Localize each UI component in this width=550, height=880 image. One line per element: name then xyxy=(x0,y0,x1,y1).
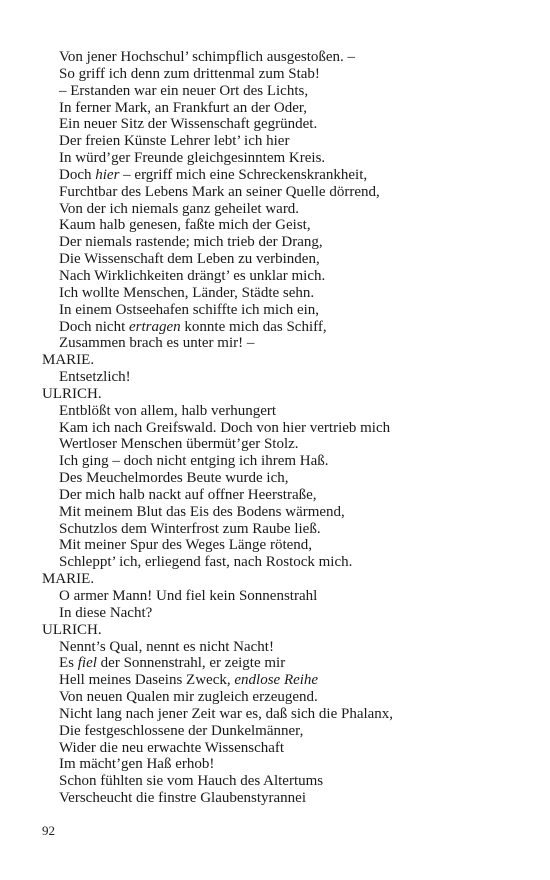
line-text: ULRICH. xyxy=(42,385,102,402)
verse-line xyxy=(42,150,512,167)
line-text: In ferner Mark, an Frankfurt an der Oder, xyxy=(59,99,308,116)
speaker-name xyxy=(42,622,512,639)
verse-line xyxy=(42,470,512,487)
line-text: In einem Ostseehafen schiffte ich mich ein, xyxy=(59,301,320,318)
verse-line xyxy=(42,554,512,571)
line-text: So griff ich denn zum drittenmal zum Stab! xyxy=(59,65,320,82)
line-text: Die festgeschlossene der Dunkelmänner, xyxy=(59,722,304,739)
speaker-name xyxy=(42,352,512,369)
line-text: Schon fühlten sie vom Hauch des Altertums xyxy=(59,773,324,790)
verse-line xyxy=(42,504,512,521)
line-text: Zusammen brach es unter mir! – xyxy=(59,335,255,352)
verse-line xyxy=(42,167,512,184)
line-text: der Sonnenstrahl, er zeigte mir xyxy=(96,655,286,672)
verse-line xyxy=(42,723,512,740)
line-text: MARIE. xyxy=(42,571,95,588)
verse-line xyxy=(42,83,512,100)
verse-line xyxy=(42,184,512,201)
verse-line xyxy=(42,487,512,504)
verse-line xyxy=(42,369,512,386)
line-text: konnte mich das Schiff, xyxy=(180,318,327,335)
line-text: Der freien Künste Lehrer lebt’ ich hier xyxy=(59,133,290,150)
emphasis-text: ertragen xyxy=(128,318,181,335)
line-text: Die Wissenschaft dem Leben zu verbinden, xyxy=(59,251,320,268)
line-text: Nicht lang nach jener Zeit war es, daß sich die Phalanx, xyxy=(59,705,394,722)
line-text: Wertloser Menschen übermüt’ger Stolz. xyxy=(59,436,299,453)
speaker-name xyxy=(42,386,512,403)
line-text: – ergriff mich eine Schreckenskrankheit, xyxy=(119,166,368,183)
verse-line xyxy=(42,234,512,251)
verse-line xyxy=(42,521,512,538)
line-text: Kam ich nach Greifswald. Doch von hier vertrieb mich xyxy=(59,419,391,436)
speaker-name xyxy=(42,571,512,588)
poem-text xyxy=(42,49,512,807)
line-text: Schleppt’ ich, erliegend fast, nach Rostock mich. xyxy=(59,554,353,571)
verse-line xyxy=(42,756,512,773)
line-text: Es xyxy=(59,655,78,672)
verse-line xyxy=(42,116,512,133)
line-text: MARIE. xyxy=(42,352,95,369)
line-text: Doch nicht xyxy=(59,318,129,335)
line-text: Nennt’s Qual, nennt es nicht Nacht! xyxy=(59,638,274,655)
emphasis-text: hier xyxy=(95,166,120,183)
line-text: Hell meines Daseins Zweck, xyxy=(59,672,235,689)
verse-line xyxy=(42,66,512,83)
line-text: Nach Wirklichkeiten drängt’ es unklar mich. xyxy=(59,267,326,284)
verse-line xyxy=(42,285,512,302)
line-text: Von der ich niemals ganz geheilet ward. xyxy=(59,200,300,217)
verse-line xyxy=(42,251,512,268)
page-number: 92 xyxy=(42,823,55,838)
line-text: ULRICH. xyxy=(42,621,102,638)
line-text: Kaum halb genesen, faßte mich der Geist, xyxy=(59,217,311,234)
line-text: Verscheucht die finstre Glaubenstyrannei xyxy=(59,790,306,807)
verse-line xyxy=(42,672,512,689)
verse-line xyxy=(42,436,512,453)
line-text: In diese Nacht? xyxy=(59,604,153,621)
line-text: Furchtbar des Lebens Mark an seiner Quelle dörrend, xyxy=(59,183,380,200)
emphasis-text: endlose Reihe xyxy=(234,672,319,689)
verse-line xyxy=(42,133,512,150)
verse-line xyxy=(42,639,512,656)
line-text: Ein neuer Sitz der Wissenschaft gegründet. xyxy=(59,116,318,133)
verse-line xyxy=(42,537,512,554)
emphasis-text: fiel xyxy=(77,655,97,672)
verse-line xyxy=(42,453,512,470)
verse-line xyxy=(42,655,512,672)
verse-line xyxy=(42,49,512,66)
line-text: Doch xyxy=(59,166,96,183)
verse-line xyxy=(42,100,512,117)
line-text: Schutzlos dem Winterfrost zum Raube ließ. xyxy=(59,520,321,537)
line-text: Entblößt von allem, halb verhungert xyxy=(59,402,277,419)
line-text: Mit meiner Spur des Weges Länge rötend, xyxy=(59,537,313,554)
verse-line xyxy=(42,706,512,723)
verse-line xyxy=(42,420,512,437)
line-text: O armer Mann! Und fiel kein Sonnenstrahl xyxy=(59,588,318,604)
verse-line xyxy=(42,790,512,807)
verse-line xyxy=(42,689,512,706)
verse-line xyxy=(42,217,512,234)
line-text: Mit meinem Blut das Eis des Bodens wärmend, xyxy=(59,503,345,520)
verse-line xyxy=(42,268,512,285)
verse-line xyxy=(42,605,512,622)
line-text: Des Meuchelmordes Beute wurde ich, xyxy=(59,470,289,487)
line-text: Entsetzlich! xyxy=(59,369,131,386)
line-text: Von jener Hochschul’ schimpflich ausgestoßen. – xyxy=(59,49,356,65)
line-text: Der mich halb nackt auf offner Heerstraße, xyxy=(59,486,317,503)
line-text: Von neuen Qualen mir zugleich erzeugend. xyxy=(59,689,318,706)
line-text: Ich wollte Menschen, Länder, Städte sehn. xyxy=(59,284,315,301)
line-text: Im mächt’gen Haß erhob! xyxy=(59,756,215,773)
verse-line xyxy=(42,319,512,336)
line-text: Wider die neu erwachte Wissenschaft xyxy=(59,739,285,756)
verse-line xyxy=(42,740,512,757)
line-text: In würd’ger Freunde gleichgesinntem Kreis. xyxy=(59,150,326,167)
line-text: Ich ging – doch nicht entging ich ihrem Haß. xyxy=(59,453,329,470)
line-text: Der niemals rastende; mich trieb der Drang, xyxy=(59,234,323,251)
verse-line xyxy=(42,201,512,218)
verse-line xyxy=(42,403,512,420)
line-text: – Erstanden war ein neuer Ort des Lichts, xyxy=(59,82,309,99)
verse-line xyxy=(42,302,512,319)
verse-line xyxy=(42,588,512,605)
verse-line xyxy=(42,773,512,790)
verse-line xyxy=(42,335,512,352)
